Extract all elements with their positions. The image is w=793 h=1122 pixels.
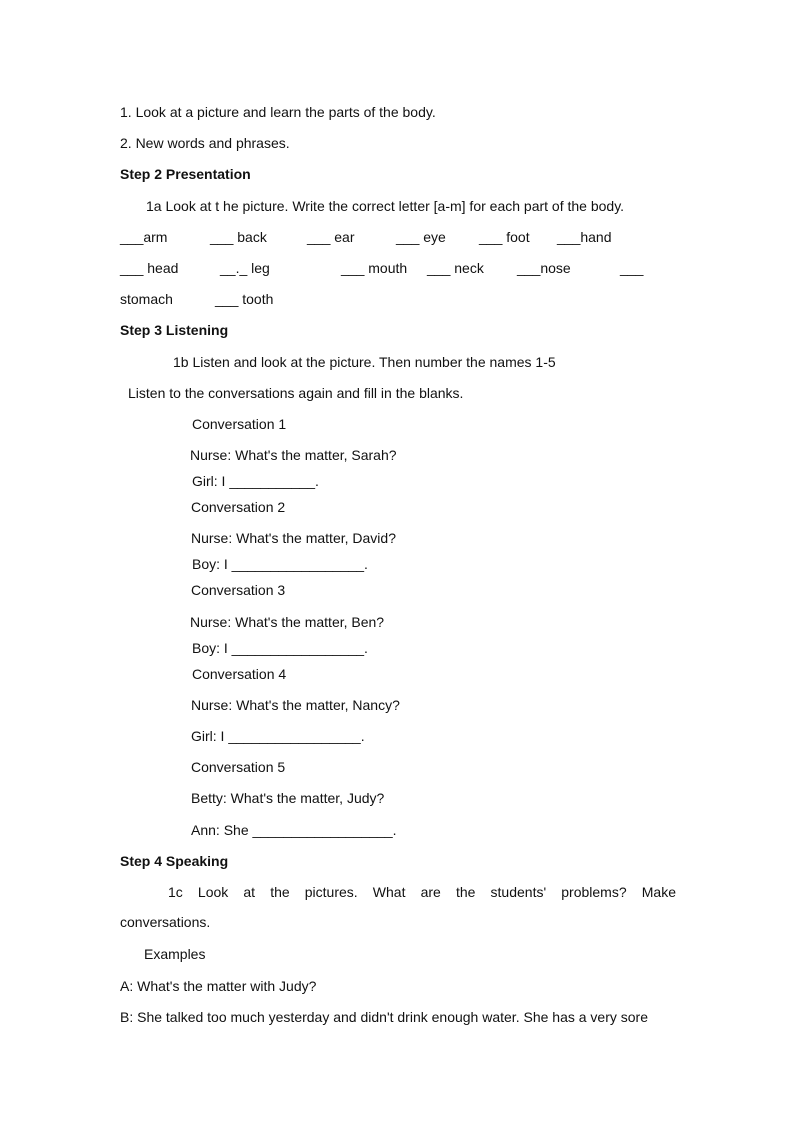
step3-instruction: 1b Listen and look at the picture. Then number the names 1-5 (173, 354, 556, 370)
conversation-line: Nurse: What's the matter, David? (191, 530, 396, 546)
conversation-blank-line: Girl: I ___________. (192, 473, 319, 489)
blank-nose: ___nose (517, 260, 571, 276)
step4-instruction: 1c Look at the pictures. What are the students' problems? Make (168, 884, 676, 900)
blank-leg: __._ leg (220, 260, 270, 276)
blank-head: ___ head (120, 260, 179, 276)
word-stomach: stomach (120, 291, 173, 307)
conversation-line: Nurse: What's the matter, Sarah? (190, 447, 397, 463)
step3-heading: Step 3 Listening (120, 322, 229, 338)
step4-heading: Step 4 Speaking (120, 853, 229, 869)
example-line-b: B: She talked too much yesterday and didn't drink enough water. She has a very sore (120, 1009, 648, 1025)
conversation-blank-line: Boy: I _________________. (192, 640, 368, 656)
conversation-title: Conversation 2 (191, 499, 286, 515)
blank-tooth: ___ tooth (215, 291, 274, 307)
conversation-line: Nurse: What's the matter, Nancy? (191, 697, 400, 713)
example-line-a: A: What's the matter with Judy? (120, 978, 317, 994)
conversation-title: Conversation 3 (191, 582, 286, 598)
examples-label: Examples (144, 946, 206, 962)
blank-back: ___ back (210, 229, 267, 245)
step4-instruction-continued: conversations. (120, 914, 211, 930)
step3-instruction-2: Listen to the conversations again and fill in the blanks. (128, 385, 464, 401)
step2-instruction: 1a Look at t he picture. Write the correct letter [a-m] for each part of the body. (146, 198, 625, 214)
blank-hand: ___hand (557, 229, 612, 245)
blank-neck: ___ neck (427, 260, 484, 276)
objective-1: 1. Look at a picture and learn the parts of the body. (120, 104, 436, 120)
conversation-line: Nurse: What's the matter, Ben? (190, 614, 385, 630)
conversation-title: Conversation 1 (192, 416, 287, 432)
conversation-title: Conversation 4 (192, 666, 287, 682)
blank-foot: ___ foot (479, 229, 530, 245)
blank-stomach-line: ___ (620, 260, 644, 276)
blank-ear: ___ ear (307, 229, 355, 245)
objective-2: 2. New words and phrases. (120, 135, 290, 151)
blank-eye: ___ eye (396, 229, 446, 245)
conversation-blank-line: Ann: She __________________. (191, 822, 397, 838)
conversation-blank-line: Boy: I _________________. (192, 556, 368, 572)
conversation-title: Conversation 5 (191, 759, 286, 775)
blank-arm: ___arm (120, 229, 168, 245)
conversation-line: Betty: What's the matter, Judy? (191, 790, 385, 806)
step2-heading: Step 2 Presentation (120, 166, 251, 182)
blank-mouth: ___ mouth (341, 260, 408, 276)
conversation-blank-line: Girl: I _________________. (191, 728, 365, 744)
